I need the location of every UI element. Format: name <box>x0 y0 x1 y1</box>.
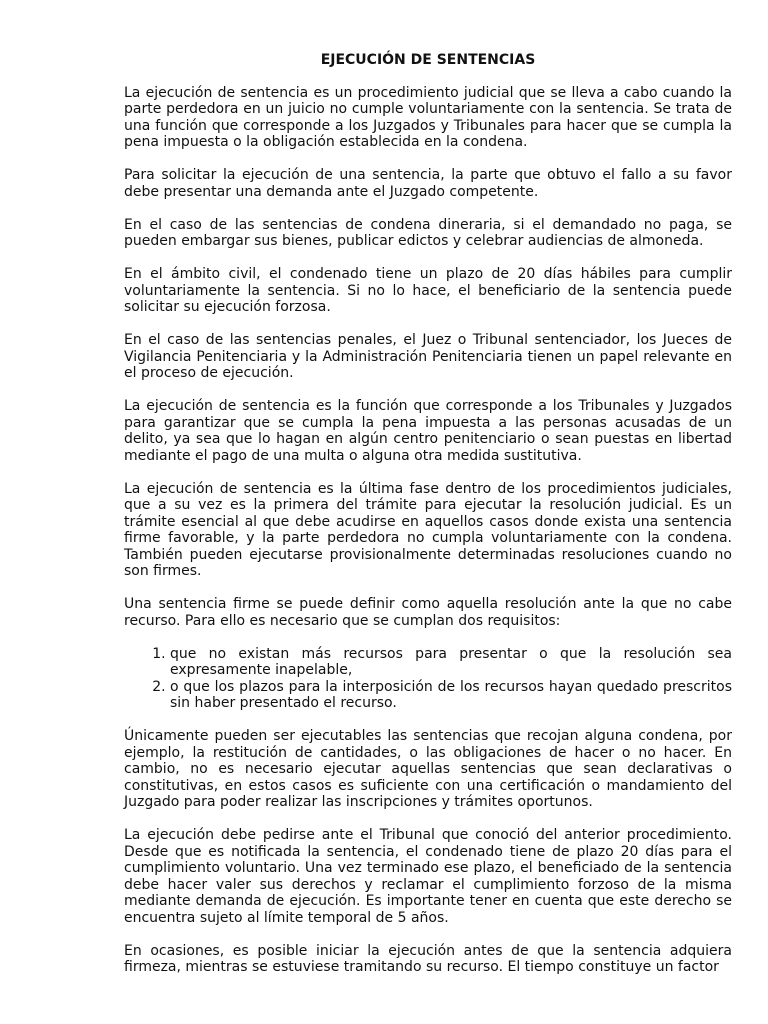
paragraph-monetary: En el caso de las sentencias de condena dineraria, si el demandado no paga, se pueden embargar sus bienes, publicar edictos y celebrar audiencias de almoneda. <box>124 216 732 249</box>
requirements-list <box>124 646 732 712</box>
paragraph-definition: La ejecución de sentencia es un procedimiento judicial que se lleva a cabo cuando la parte perdedora en un juicio no cumple voluntariamente con la sentencia. Se trata de una función que corresponde a los Juzgados y Tribunales para hacer que se cumpla la pena impuesta o la obligación establecida en la condena. <box>124 84 732 150</box>
paragraph-tribunal: La ejecución debe pedirse ante el Tribunal que conoció del anterior procedimiento. Desde que es notificada la sentencia, el condenado tiene de plazo 20 días para el cumplimiento voluntario. Una vez terminado ese plazo, el beneficiado de la sentencia debe hacer valer sus derechos y reclamar el cumplimiento forzoso de la misma mediante demanda de ejecución. Es importante tener en cuenta que este derecho se encuentra sujeto al límite temporal de 5 años. <box>124 827 732 926</box>
paragraph-civil: En el ámbito civil, el condenado tiene un plazo de 20 días hábiles para cumplir voluntariamente la sentencia. Si no lo hace, el beneficiario de la sentencia puede solicitar su ejecución forzosa. <box>124 266 732 315</box>
document-title: EJECUCIÓN DE SENTENCIAS <box>320 52 536 68</box>
requirement-item: 1. que no existan más recursos para presentar o que la resolución sea expresamente inapelable, <box>170 646 732 679</box>
paragraph-executable: Únicamente pueden ser ejecutables las sentencias que recojan alguna condena, por ejemplo, la restitución de cantidades, o las obligaciones de hacer o no hacer. En cambio, no es necesario ejecutar aquellas sentencias que sean declarativas o constitutivas, en estos casos es suficiente con una certificación o mandamiento del Juzgado para poder realizar las inscripciones y trámites oportunos. <box>124 728 732 810</box>
document-page <box>124 52 732 976</box>
paragraph-firm-sentence: Una sentencia firme se puede definir como aquella resolución ante la que no cabe recurso. Para ello es necesario que se cumplan dos requisitos: <box>124 596 732 629</box>
requirement-item: 2. o que los plazos para la interposición de los recursos hayan quedado prescritos sin haber presentado el recurso. <box>170 679 732 712</box>
paragraph-provisional: En ocasiones, es posible iniciar la ejecución antes de que la sentencia adquiera firmeza, mientras se estuviese tramitando su recurso. El tiempo constituye un factor <box>124 942 732 975</box>
paragraph-request: Para solicitar la ejecución de una sentencia, la parte que obtuvo el fallo a su favor debe presentar una demanda ante el Juzgado competente. <box>124 167 732 200</box>
paragraph-penal: En el caso de las sentencias penales, el Juez o Tribunal sentenciador, los Jueces de Vigilancia Penitenciaria y la Administración Penitenciaria tienen un papel relevante en el proceso de ejecución. <box>124 332 732 381</box>
paragraph-last-phase: La ejecución de sentencia es la última fase dentro de los procedimientos judiciales, que a su vez es la primera del trámite para ejecutar la resolución judicial. Es un trámite esencial al que debe acudirse en aquellos casos donde exista una sentencia firme favorable, y la parte perdedora no cumpla voluntariamente con la condena. También pueden ejecutarse provisionalmente determinadas resoluciones cuando no son firmes. <box>124 480 732 579</box>
paragraph-function: La ejecución de sentencia es la función que corresponde a los Tribunales y Juzgados para garantizar que se cumpla la pena impuesta a las personas acusadas de un delito, ya sea que lo hagan en algún centro penitenciario o sean puestas en libertad mediante el pago de una multa o alguna otra medida sustitutiva. <box>124 398 732 464</box>
